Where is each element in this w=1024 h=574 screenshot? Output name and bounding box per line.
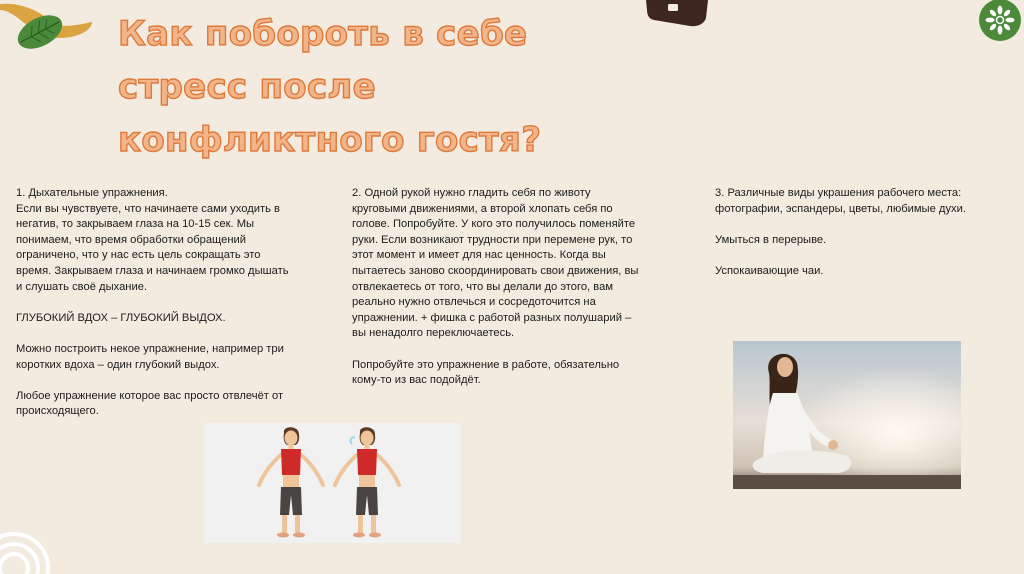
column-coordination-exercise — [352, 186, 662, 404]
title-line: конфликтного гостя? — [118, 120, 542, 160]
paragraph: 3. Различные виды украшения рабочего места: фотографии, эспандеры, цветы, любимые духи. — [715, 187, 967, 215]
title-line: Как побороть в себе — [118, 14, 528, 54]
exercise-illustration — [204, 423, 461, 543]
slide-title — [118, 8, 598, 167]
leaf-icon — [0, 0, 100, 72]
paragraph: ГЛУБОКИЙ ВДОХ – ГЛУБОКИЙ ВЫДОХ. — [16, 311, 226, 324]
meditating-woman-image — [733, 341, 961, 489]
paragraph: 1. Дыхательные упражнения. Если вы чувствуете, что начинаете сами уходить в негатив, то закрываем глаза на 10-15 сек. Мы понимаем, что время обработки обращений ограничено, что у нас есть цель сокращать это время. Закрываем глаза и начинаем громко дышать и слушать своё дыхание. — [16, 187, 289, 293]
column-workplace-tips — [715, 186, 1015, 295]
paragraph: Можно построить некое упражнение, например три коротких вдоха – один глубокий выдох. — [16, 342, 284, 371]
paragraph: Любое упражнение которое вас просто отвлечёт от происходящего. — [16, 389, 284, 418]
column-breathing-exercises — [16, 186, 316, 436]
flower-icon — [976, 0, 1024, 46]
women-exercising-image — [204, 423, 461, 543]
meditation-photo — [733, 341, 961, 489]
paragraph: 2. Одной рукой нужно гладить себя по животу круговыми движениями, а второй хлопать себя по голове. Попробуйте. У кого это получилось поменяйте руки. Если возникают трудности при перемене рук, то этот момент и имеет для нас ценность. Когда вы пытаетесь заново скоординировать свои движения, вы отвлекаетесь от того, что вы делали до этого, вам реально нужно отвлечься и сосредоточится на упражнении. + фишка с работой разных полушарий – вы ненадолго переключаетесь. — [352, 187, 639, 340]
paragraph: Попробуйте это упражнение в работе, обязательно кому-то из вас подойдёт. — [352, 358, 620, 387]
spiral-icon — [0, 512, 60, 574]
paragraph: Умыться в перерыве. — [715, 233, 827, 246]
title-line: стресс после — [118, 67, 376, 107]
paragraph: Успокаивающие чаи. — [715, 264, 824, 277]
brown-shape-icon — [646, 0, 708, 28]
